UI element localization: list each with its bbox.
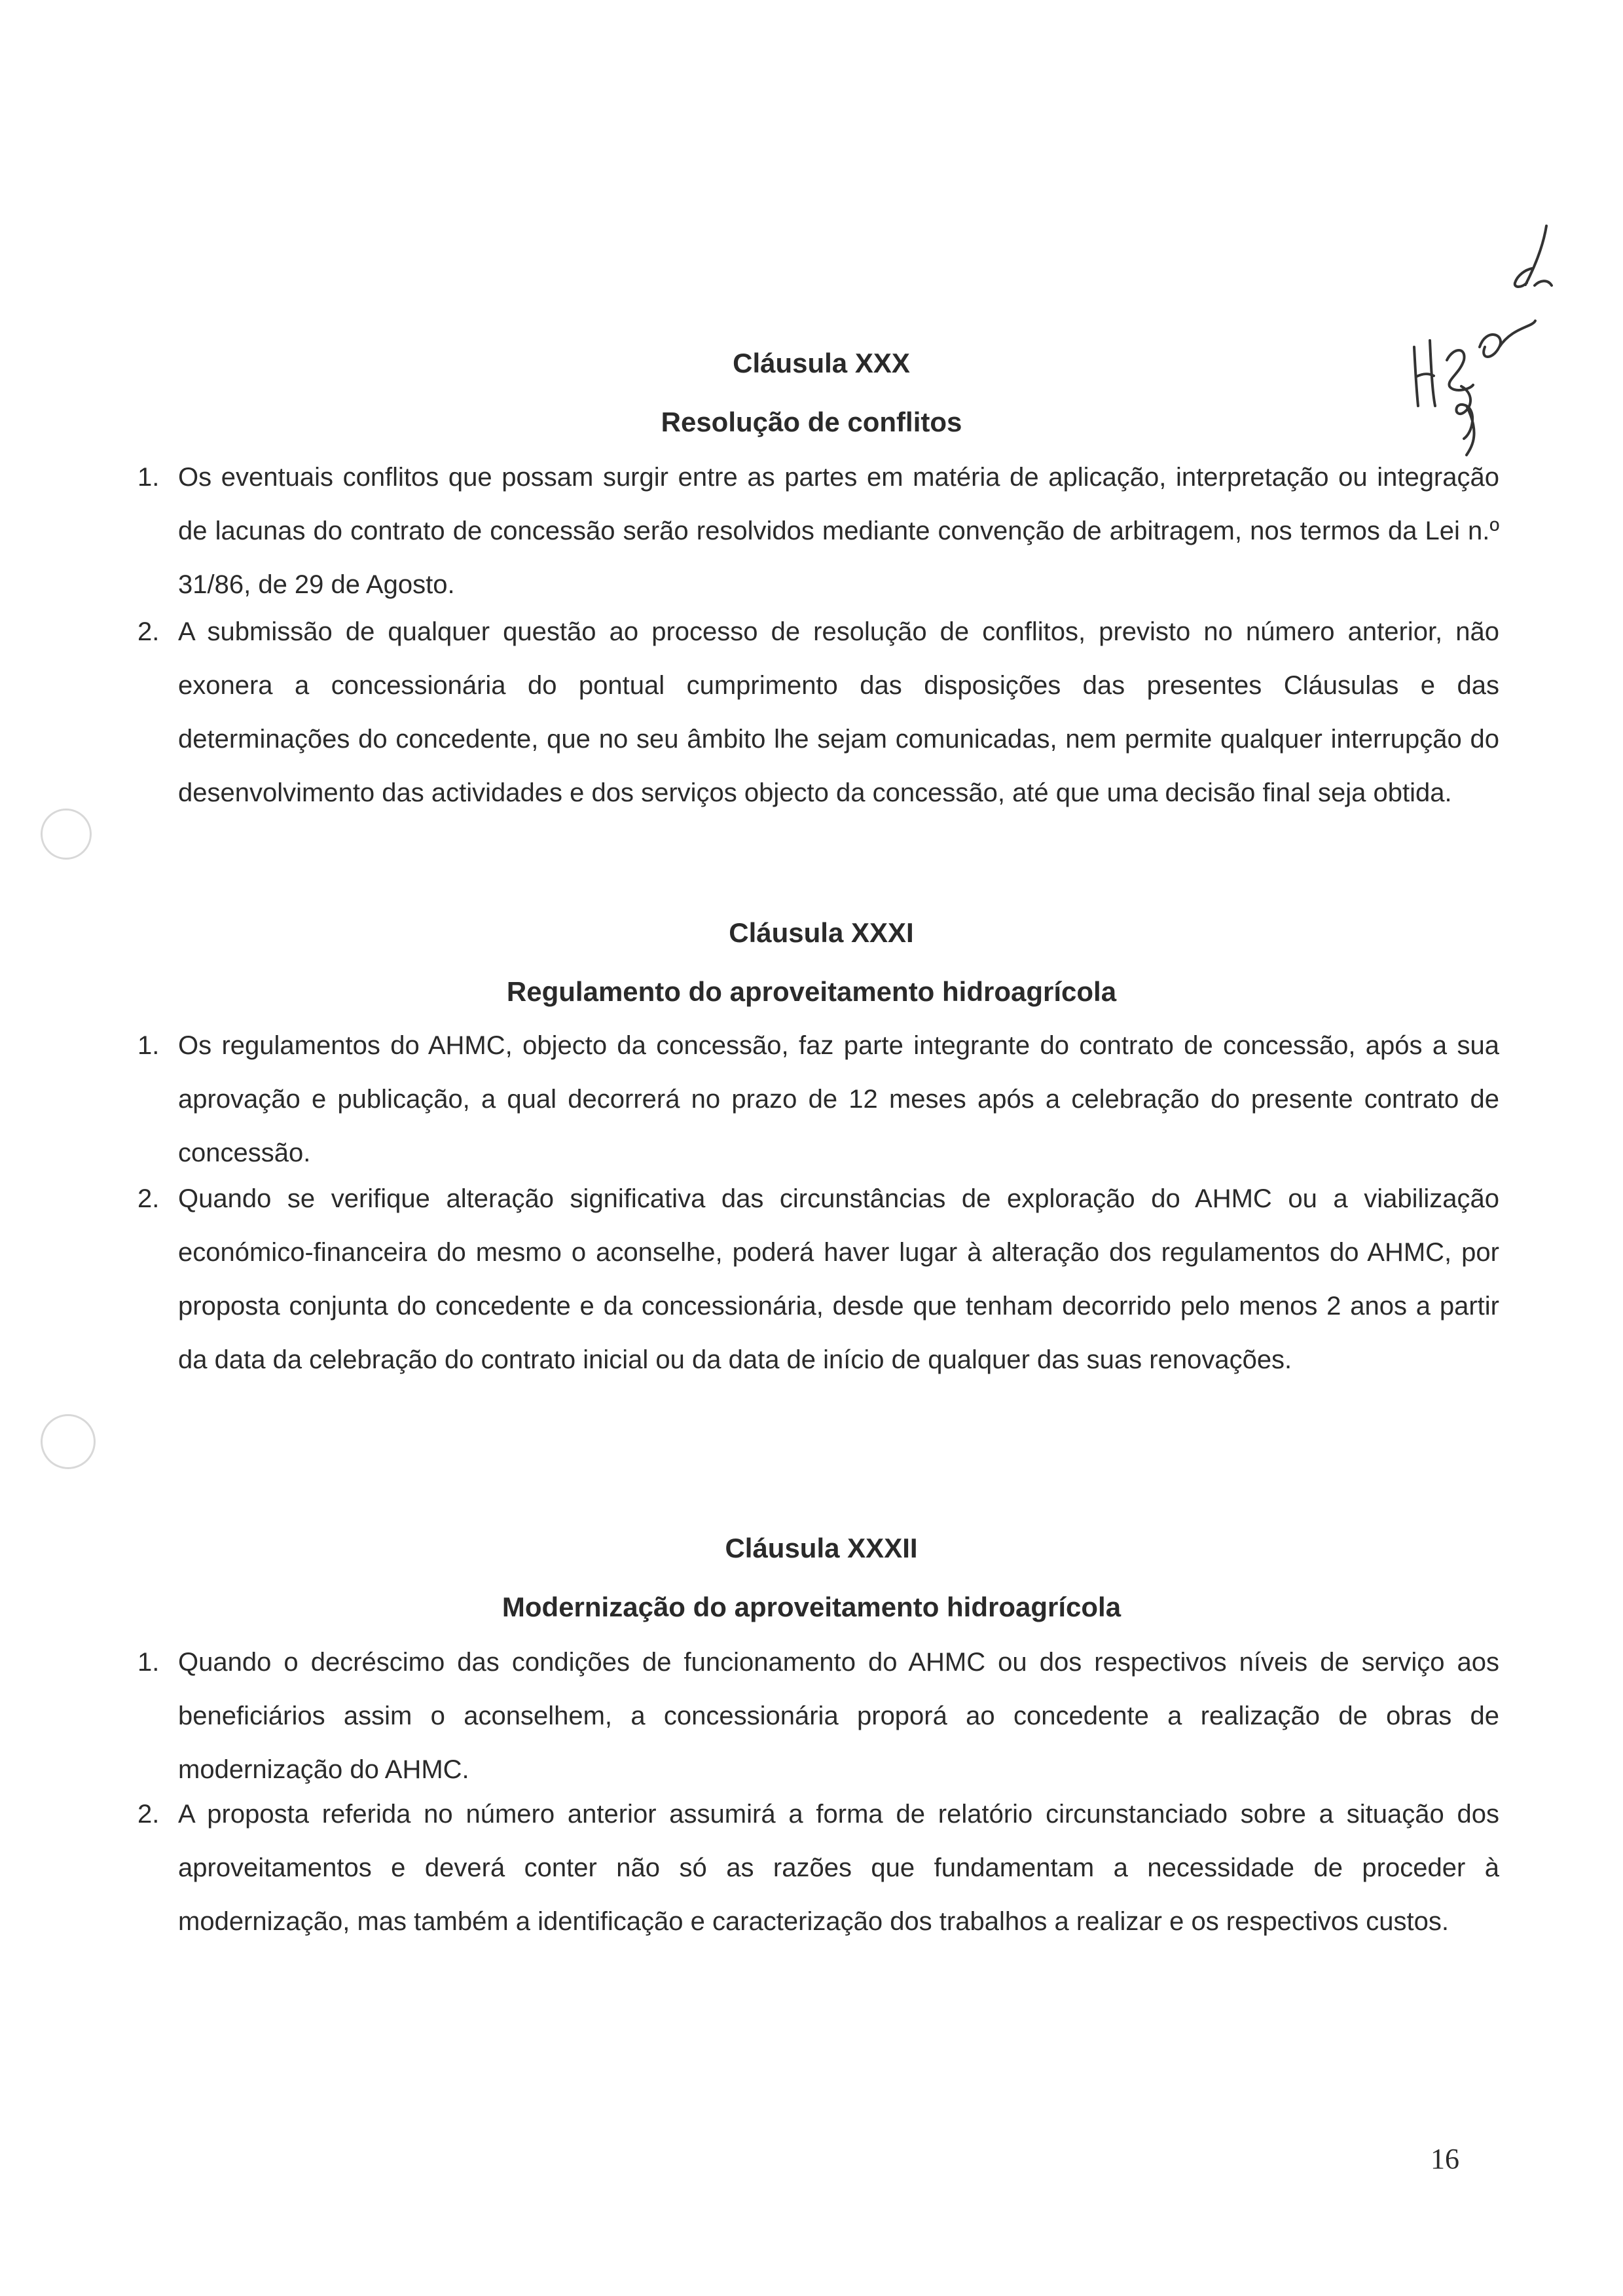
clause-xxx-item-2 [137,605,1499,820]
item-text: Os eventuais conflitos que possam surgir entre as partes em matéria de aplicação, interpretação ou integração de lacunas do contrato de concessão serão resolvidos mediante convenção de arbitragem, nos termos da Lei n.º 31/86, de 29 de Agosto. [178,463,1499,599]
clause-xxxi [0,903,1623,1021]
item-text: A proposta referida no número anterior assumirá a forma de relatório circunstanciado sobre a situação dos aproveitamentos e deverá conter não só as razões que fundamentam a necessidade de proceder à modernização, mas também a identificação e caracterização dos trabalhos a realizar e os respectivos custos. [178,1800,1499,1936]
clause-subtitle: Resolução de conflitos [661,407,962,437]
clause-title: Cláusula XXXII [725,1533,918,1563]
clause-xxxii-item-2 [137,1787,1499,1948]
page-number: 16 [1431,2143,1459,2175]
item-text: Quando o decréscimo das condições de funcionamento do AHMC ou dos respectivos níveis de serviço aos beneficiários assim o aconselhem, a concessionária proporá ao concedente a realização de obras de modernização do AHMC. [178,1648,1499,1784]
item-number: 1. [137,463,160,492]
clause-subtitle: Modernização do aproveitamento hidroagrícola [501,1592,1122,1622]
item-text: Os regulamentos do AHMC, objecto da concessão, faz parte integrante do contrato de concessão, após a sua aprovação e publicação, a qual decorrerá no prazo de 12 meses após a celebração do presente contrato de concessão. [178,1031,1499,1167]
clause-title: Cláusula XXX [733,348,910,378]
clause-xxx-item-1 [137,450,1499,611]
item-number: 1. [137,1031,160,1060]
handwritten-initial-top-signature [1506,223,1565,295]
clause-subtitle: Regulamento do aproveitamento hidroagrícola [506,976,1117,1007]
clause-xxxi-item-2 [137,1172,1499,1387]
item-text: Quando se verifique alteração significativa das circunstâncias de exploração do AHMC ou a viabilização económico-financeira do mesmo o aconselhe, poderá haver lugar à alteração dos regulamentos do AHMC, por proposta conjunta do concedente e da concessionária, desde que tenham decorrido pelo menos 2 anos a partir da data da celebração do contrato inicial ou da data de início de qualquer das suas renovações. [178,1184,1499,1374]
punch-hole-lower [41,1414,96,1469]
clause-xxxii [0,1519,1623,1637]
clause-xxxi-item-1 [137,1019,1499,1180]
punch-hole-upper [41,809,92,860]
item-number: 2. [137,617,160,646]
clause-title: Cláusula XXXI [729,917,914,948]
item-number: 2. [137,1800,160,1829]
item-number: 2. [137,1184,160,1213]
item-text: A submissão de qualquer questão ao processo de resolução de conflitos, previsto no número anterior, não exonera a concessionária do pontual cumprimento das disposições das presentes Cláusulas e das determinações do concedente, que no seu âmbito lhe sejam comunicadas, nem permite qualquer interrupção do desenvolvimento das actividades e dos serviços objecto da concessão, até que uma decisão final seja obtida. [178,617,1499,807]
clause-xxx [0,334,1623,452]
clause-xxxii-item-1 [137,1635,1499,1796]
item-number: 1. [137,1648,160,1677]
